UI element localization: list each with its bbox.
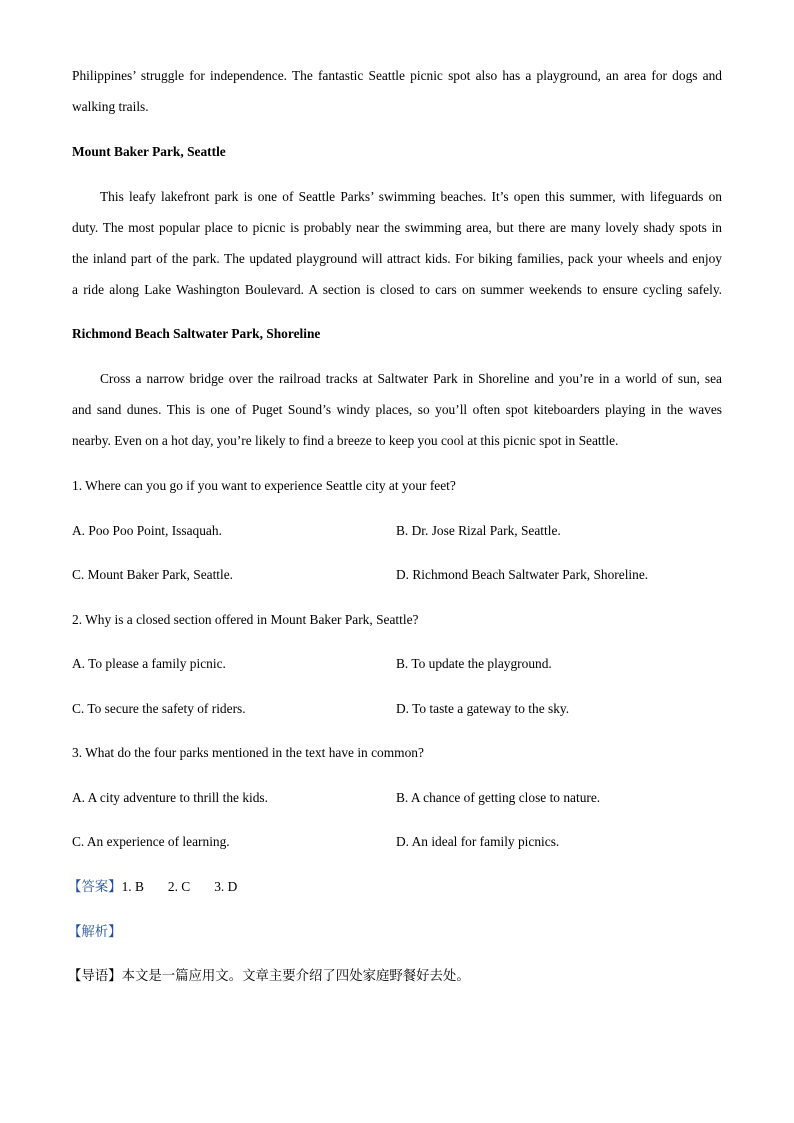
analysis-line bbox=[68, 923, 718, 942]
analysis-tag: 【解析】 bbox=[68, 925, 122, 940]
question-2-option-c: C. To secure the safety of riders. bbox=[72, 701, 246, 716]
question-3-option-d: D. An ideal for family picnics. bbox=[396, 834, 560, 849]
question-1-option-c: C. Mount Baker Park, Seattle. bbox=[72, 567, 234, 582]
section-heading-richmond-beach: Richmond Beach Saltwater Park, Shoreline bbox=[72, 326, 321, 341]
guide-text: 本文是一篇应用文。文章主要介绍了四处家庭野餐好去处。 bbox=[121, 969, 470, 984]
question-3-option-a: A. A city adventure to thrill the kids. bbox=[72, 790, 268, 805]
paragraph-line: a ride along Lake Washington Boulevard. A section is closed to cars on summer weekends to ensure cycling safely. bbox=[72, 282, 722, 297]
question-2-option-a: A. To please a family picnic. bbox=[72, 656, 226, 671]
intro-line-1: Philippines’ struggle for independence. The fantastic Seattle picnic spot also has a playground, an area for dogs and bbox=[72, 68, 722, 83]
question-3-stem: 3. What do the four parks mentioned in the text have in common? bbox=[72, 745, 424, 760]
guide-line bbox=[68, 967, 718, 986]
answer-line bbox=[68, 878, 718, 897]
paragraph-line: nearby. Even on a hot day, you’re likely to find a breeze to keep you cool at this picnic spot in Seattle. bbox=[72, 433, 619, 448]
paragraph-line: and sand dunes. This is one of Puget Sound’s windy places, so you’ll often spot kiteboarders playing in the waves bbox=[72, 402, 722, 417]
question-1-stem: 1. Where can you go if you want to experience Seattle city at your feet? bbox=[72, 478, 456, 493]
paragraph-line: the inland part of the park. The updated playground will attract kids. For biking families, pack your wheels and enjoy bbox=[72, 251, 722, 266]
answer-tag: 【答案】 bbox=[68, 880, 122, 895]
answer-item: 1. B bbox=[121, 879, 144, 894]
guide-tag: 【导语】 bbox=[68, 969, 122, 984]
paragraph-line: duty. The most popular place to picnic is probably near the swimming area, but there are many lovely shady spots in bbox=[72, 220, 722, 235]
intro-line-2: walking trails. bbox=[72, 99, 149, 114]
question-3-option-b: B. A chance of getting close to nature. bbox=[396, 790, 601, 805]
paragraph-line: Cross a narrow bridge over the railroad tracks at Saltwater Park in Shoreline and you’re in a world of sun, sea bbox=[100, 371, 722, 386]
question-2-option-b: B. To update the playground. bbox=[396, 656, 552, 671]
paragraph-line: This leafy lakefront park is one of Seattle Parks’ swimming beaches. It’s open this summer, with lifeguards on bbox=[100, 189, 722, 204]
question-1-option-a: A. Poo Poo Point, Issaquah. bbox=[72, 523, 222, 538]
section-heading-mount-baker: Mount Baker Park, Seattle bbox=[72, 144, 226, 159]
question-1-option-b: B. Dr. Jose Rizal Park, Seattle. bbox=[396, 523, 561, 538]
question-3-option-c: C. An experience of learning. bbox=[72, 834, 230, 849]
answer-item: 2. C bbox=[167, 879, 191, 894]
question-2-stem: 2. Why is a closed section offered in Mount Baker Park, Seattle? bbox=[72, 612, 419, 627]
question-1-option-d: D. Richmond Beach Saltwater Park, Shoreline. bbox=[396, 567, 649, 582]
question-2-option-d: D. To taste a gateway to the sky. bbox=[396, 701, 570, 716]
answer-item: 3. D bbox=[214, 879, 238, 894]
